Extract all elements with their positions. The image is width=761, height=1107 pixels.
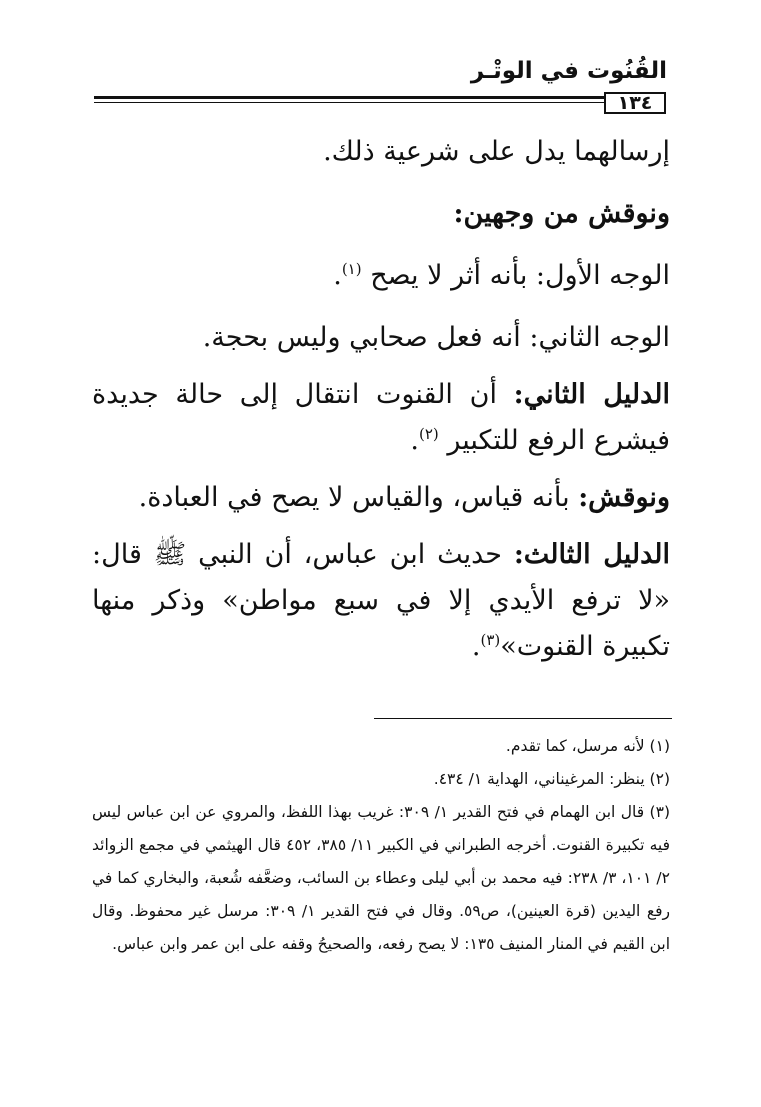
paragraph-2: ونوقش من وجهين: bbox=[453, 198, 670, 229]
paragraph-5-end: . bbox=[410, 425, 419, 456]
footnote-ref-3[interactable]: (٣) bbox=[480, 631, 501, 649]
paragraph-6 bbox=[92, 470, 670, 526]
page-number: ١٣٤ bbox=[604, 92, 666, 114]
footnote-2: (٢) ينظر: المرغيناني، الهداية ١/ ٤٣٤. bbox=[433, 770, 670, 788]
paragraph-7-end: . bbox=[471, 631, 481, 662]
paragraph-3 bbox=[92, 248, 670, 304]
footnote-separator bbox=[374, 718, 672, 719]
header-rule bbox=[94, 96, 604, 99]
paragraph-5-text: أن القنوت انتقال إلى حالة جديدة فيشرع الرفع للتكبير bbox=[92, 379, 670, 456]
evidence-3-label: الدليل الثالث: bbox=[513, 539, 670, 570]
footnote-ref-2[interactable]: (٢) bbox=[418, 425, 439, 443]
footnote-3: (٣) قال ابن الهمام في فتح القدير ١/ ٣٠٩: غريب بهذا اللفظ، والمروي عن ابن عباس ليس فيه تكبيرة القنوت. أخرجه الطبراني في الكبير ١١/ ٣٨٥، ٤٥٢ قال الهيثمي في مجمع الزوائد ٢/ ١٠١، ٣/ ٢٣٨: فيه محمد بن أبي ليلى وعطاء بن السائب، وضعَّفه شُعبة، والبخاري كما في رفع اليدين (قرة العينين)، ص٥٩. وقال في فتح القدير ١/ ٣٠٩: مرسل غير محفوظ. وقال ابن القيم في المنار المنيف ١٣٥: لا يصح رفعه، والصحيحُ وقفه على ابن عمر وابن عباس. bbox=[92, 803, 671, 953]
paragraph-7-text: حديث ابن عباس، أن النبي ﷺ قال: «لا ترفع الأيدي إلا في سبع مواطن» وذكر منها تكبيرة القنوت» bbox=[92, 539, 670, 662]
footnote-ref-1[interactable]: (١) bbox=[341, 260, 362, 278]
footnote-1: (١) لأنه مرسل، كما تقدم. bbox=[505, 737, 670, 755]
paragraph-5 bbox=[92, 372, 670, 464]
header-rule-thin bbox=[94, 102, 604, 103]
main-text bbox=[92, 124, 670, 670]
paragraph-1: إرسالهما يدل على شرعية ذلك. bbox=[323, 136, 670, 167]
paragraph-3-text: الوجه الأول: بأنه أثر لا يصح bbox=[370, 260, 670, 291]
paragraph-7 bbox=[92, 532, 670, 670]
discussion-label: ونوقش: bbox=[578, 482, 670, 513]
paragraph-3-end: . bbox=[333, 260, 342, 291]
running-title: القُنُوت في الوتْـر bbox=[470, 58, 667, 84]
evidence-2-label: الدليل الثاني: bbox=[513, 379, 671, 410]
footnotes bbox=[92, 730, 670, 961]
paragraph-6-text: بأنه قياس، والقياس لا يصح في العبادة. bbox=[138, 482, 579, 513]
paragraph-4: الوجه الثاني: أنه فعل صحابي وليس بحجة. bbox=[202, 322, 670, 353]
